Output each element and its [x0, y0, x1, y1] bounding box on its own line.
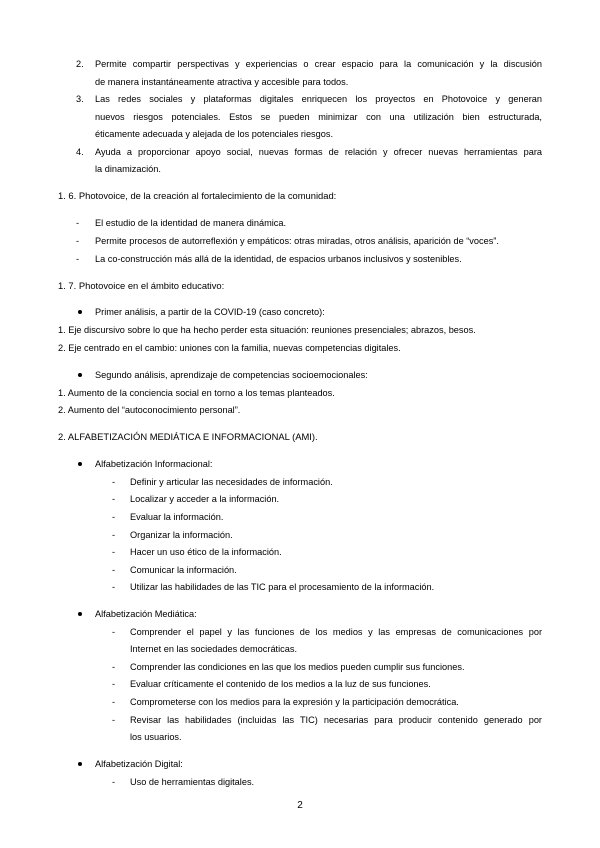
list-item: La co-construcción más allá de la identidad, de espacios urbanos inclusivos y sostenibles.	[95, 254, 462, 264]
dash-marker: -	[76, 254, 80, 264]
bullet-dot	[78, 310, 82, 314]
dash-marker: -	[112, 715, 116, 725]
list-item: Organizar la información.	[130, 530, 233, 540]
dash-marker: -	[112, 494, 116, 504]
bullet-text: Segundo análisis, aprendizaje de competencias socioemocionales:	[95, 370, 368, 380]
bullet-dot	[78, 462, 82, 466]
list-line: Revisar las habilidades (incluidas las TIC) necesarias para producir contenido generado por	[130, 715, 542, 725]
list-line: los usuarios.	[130, 732, 182, 742]
bullet-text: Alfabetización Mediática:	[95, 609, 197, 619]
list-item: Evaluar críticamente el contenido de los medios a la luz de sus funciones.	[130, 679, 431, 689]
list-line: Ayuda a proporcionar apoyo social, nuevas formas de relación y ofrecer nuevas herramientas para	[95, 147, 542, 157]
dash-marker: -	[112, 697, 116, 707]
section-heading: 2. ALFABETIZACIÓN MEDIÁTICA E INFORMACIONAL (AMI).	[58, 431, 318, 442]
dash-marker: -	[112, 627, 116, 637]
list-line: de manera instantáneamente atractiva y accesible para todos.	[95, 77, 349, 87]
dash-marker: -	[112, 477, 116, 487]
list-line: la dinamización.	[95, 164, 161, 174]
bullet-text: Alfabetización Digital:	[95, 759, 183, 769]
list-item: 1. Eje discursivo sobre lo que ha hecho perder esta situación: reuniones presenciales; abrazos, besos.	[58, 325, 476, 335]
list-item: 2. Eje centrado en el cambio: uniones con la familia, nuevas competencias digitales.	[58, 343, 401, 353]
list-line: Las redes sociales y plataformas digitales enriquecen los proyectos en Photovoice y generan	[95, 94, 542, 104]
list-line: nuevos riesgos potenciales. Estos se pueden minimizar con una utilización bien estructurada,	[95, 112, 542, 122]
list-marker: 4.	[76, 147, 84, 157]
dash-marker: -	[112, 777, 116, 787]
dash-marker: -	[76, 218, 80, 228]
dash-marker: -	[112, 565, 116, 575]
list-item: Evaluar la información.	[130, 512, 224, 522]
list-item: 2. Aumento del “autoconocimiento personal”.	[58, 405, 241, 415]
bullet-dot	[78, 762, 82, 766]
list-item: El estudio de la identidad de manera dinámica.	[95, 218, 287, 228]
list-line: Comprender el papel y las funciones de los medios y las empresas de comunicaciones por	[130, 627, 542, 637]
list-marker: 2.	[76, 59, 84, 69]
section-heading: 1. 7. Photovoice en el ámbito educativo:	[58, 280, 225, 291]
list-item: 1. Aumento de la conciencia social en torno a los temas planteados.	[58, 388, 335, 398]
dash-marker: -	[112, 679, 116, 689]
section-heading: 1. 6. Photovoice, de la creación al fortalecimiento de la comunidad:	[58, 190, 337, 201]
page-number: 2	[297, 800, 303, 811]
list-item: Permite procesos de autorreflexión y empáticos: otras miradas, otros análisis, aparición de “voces”.	[95, 236, 499, 246]
dash-marker: -	[112, 582, 116, 592]
list-marker: 3.	[76, 94, 84, 104]
bullet-text: Alfabetización Informacional:	[95, 459, 213, 469]
bullet-dot	[78, 373, 82, 377]
dash-marker: -	[112, 512, 116, 522]
dash-marker: -	[112, 547, 116, 557]
dash-marker: -	[76, 236, 80, 246]
list-item: Uso de herramientas digitales.	[130, 777, 255, 787]
dash-marker: -	[112, 530, 116, 540]
list-item: Definir y articular las necesidades de información.	[130, 477, 333, 487]
list-item: Utilizar las habilidades de las TIC para el procesamiento de la información.	[130, 582, 435, 592]
list-line: Permite compartir perspectivas y experiencias o crear espacio para la comunicación y la discusión	[95, 59, 542, 69]
bullet-dot	[78, 612, 82, 616]
list-line: éticamente adecuada y alejada de los potenciales riesgos.	[95, 129, 334, 139]
list-item: Hacer un uso ético de la información.	[130, 547, 282, 557]
list-item: Comprender las condiciones en las que los medios pueden cumplir sus funciones.	[130, 662, 465, 672]
list-item: Localizar y acceder a la información.	[130, 494, 280, 504]
list-item: Comprometerse con los medios para la expresión y la participación democrática.	[130, 697, 459, 707]
bullet-text: Primer análisis, a partir de la COVID-19 (caso concreto):	[95, 307, 325, 317]
list-item: Comunicar la información.	[130, 565, 237, 575]
list-line: Internet en las sociedades democráticas.	[130, 644, 297, 654]
dash-marker: -	[112, 662, 116, 672]
